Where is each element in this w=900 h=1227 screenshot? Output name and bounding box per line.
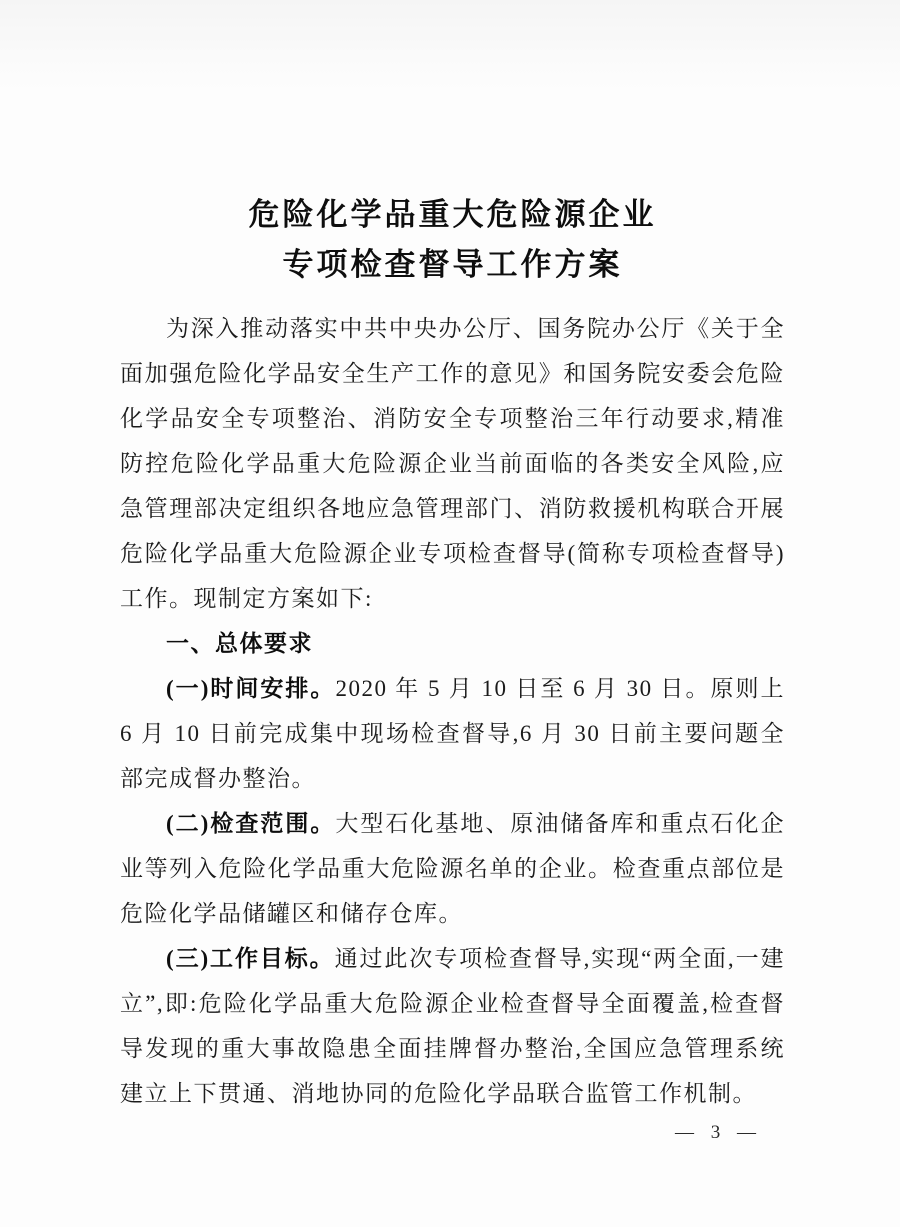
- item-paragraph-inspection-scope: [120, 801, 785, 936]
- document-title-line1: 危险化学品重大危险源企业: [248, 197, 657, 232]
- item-paragraph-time-arrangement: [120, 666, 785, 801]
- item-label-time-arrangement: (一)时间安排。: [166, 676, 336, 701]
- document-body: [120, 306, 785, 1116]
- document-title: [120, 190, 785, 290]
- item-text-inspection-scope: 大型石化基地、原油储备库和重点石化企业等列入危险化学品重大危险源名单的企业。检查重点部位是危险化学品储罐区和储存仓库。: [120, 811, 785, 926]
- item-paragraph-work-goal: [120, 936, 785, 1116]
- item-label-work-goal: (三)工作目标。: [166, 946, 335, 971]
- section-heading-overall-requirements: 一、总体要求: [166, 631, 313, 656]
- item-text-time-arrangement: 2020 年 5 月 10 日至 6 月 30 日。原则上 6 月 10 日前完成集中现场检查督导,6 月 30 日前主要问题全部完成督办整治。: [120, 676, 785, 791]
- intro-paragraph: 为深入推动落实中共中央办公厅、国务院办公厅《关于全面加强危险化学品安全生产工作的意见》和国务院安委会危险化学品安全专项整治、消防安全专项整治三年行动要求,精准防控危险化学品重大危险源企业当前面临的各类安全风险,应急管理部决定组织各地应急管理部门、消防救援机构联合开展危险化学品重大危险源企业专项检查督导(简称专项检查督导)工作。现制定方案如下:: [120, 316, 785, 611]
- page-number: — 3 —: [675, 1122, 762, 1143]
- item-text-work-goal: 通过此次专项检查督导,实现“两全面,一建立”,即:危险化学品重大危险源企业检查督导全面覆盖,检查督导发现的重大事故隐患全面挂牌督办整治,全国应急管理系统建立上下贯通、消地协同的危险化学品联合监管工作机制。: [120, 946, 785, 1106]
- document-title-line2: 专项检查督导工作方案: [282, 247, 623, 282]
- item-label-inspection-scope: (二)检查范围。: [166, 811, 336, 836]
